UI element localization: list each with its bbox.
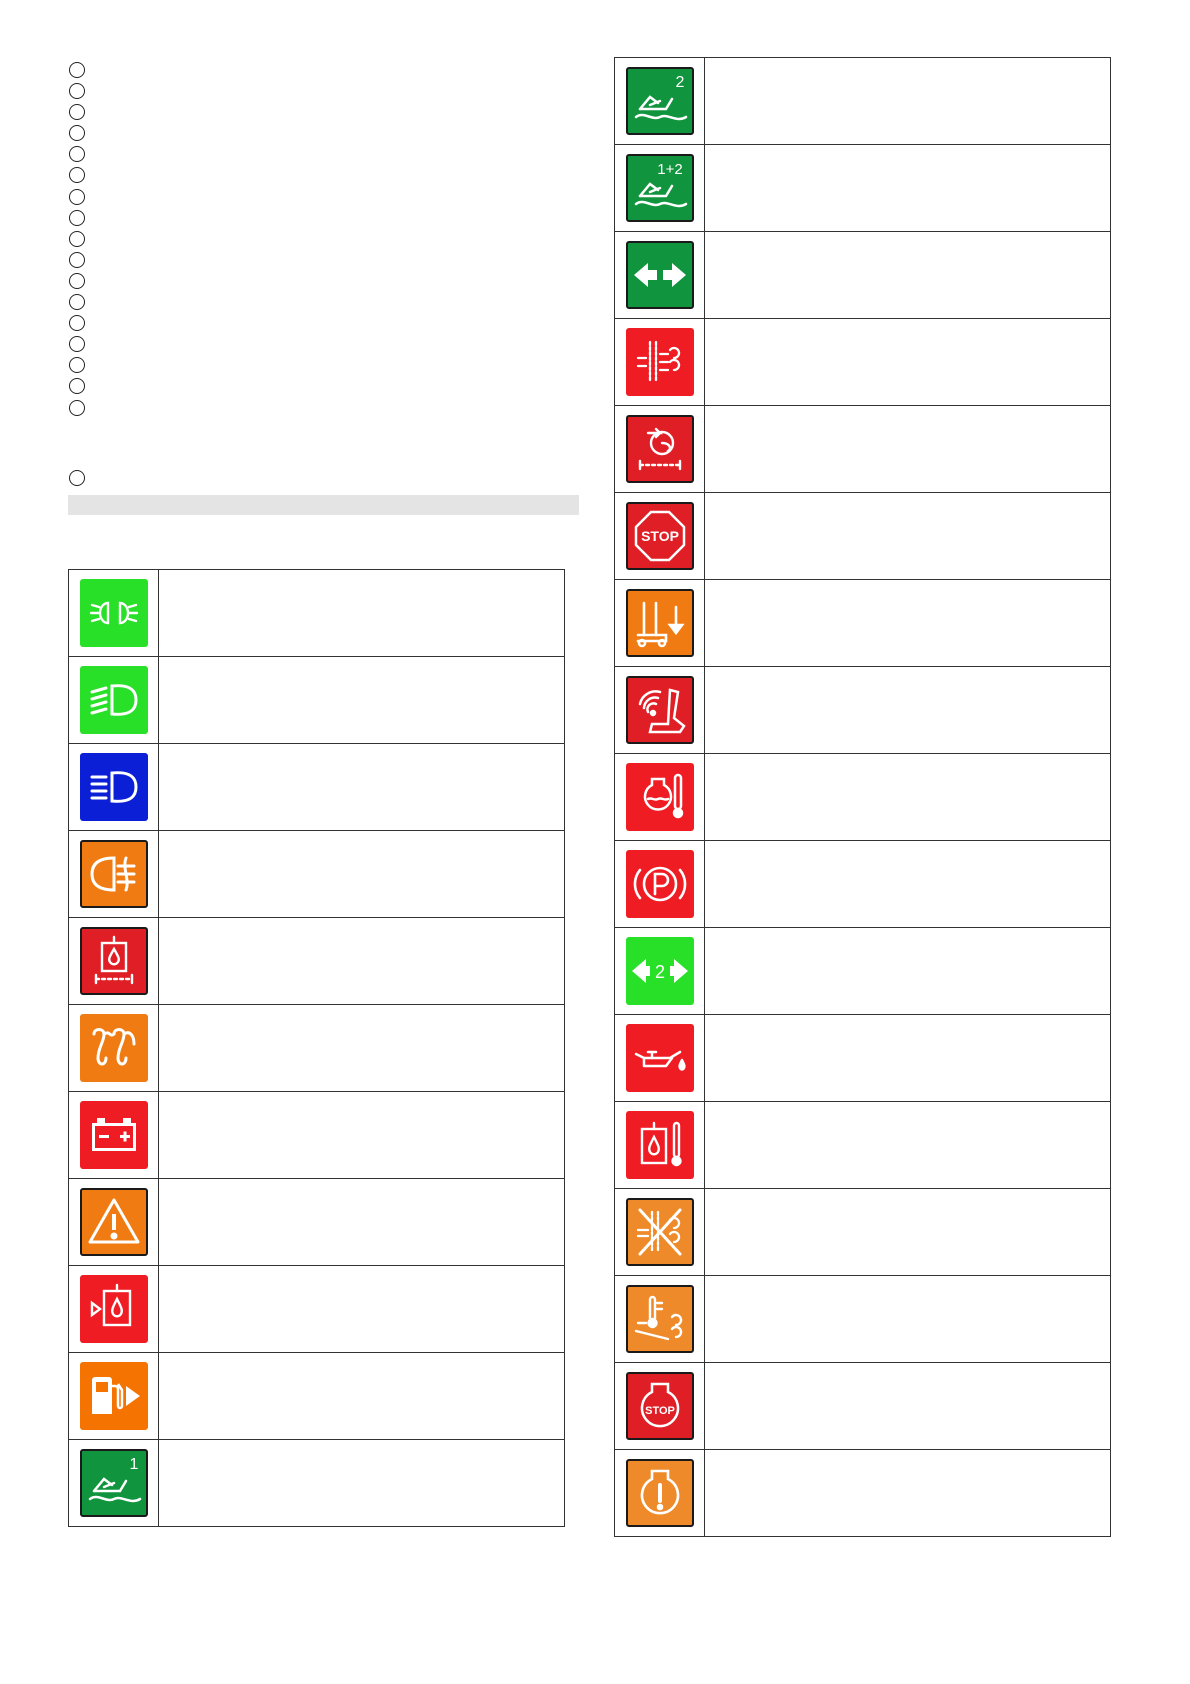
bullet-circle (69, 470, 85, 486)
work-mode-1-2-icon (626, 154, 694, 222)
description-cell (705, 232, 1111, 319)
description-cell (159, 918, 565, 1005)
engine-coolant-temp-icon (626, 763, 694, 831)
bullet-circle (69, 62, 85, 78)
mode-label: 1+2 (656, 161, 683, 178)
direction-indicator-icon (626, 241, 694, 309)
bullet-circle (69, 125, 85, 141)
battery-charge-icon (80, 1101, 148, 1169)
description-cell (159, 1353, 565, 1440)
table-row (615, 580, 1111, 667)
description-cell (159, 1266, 565, 1353)
table-row (615, 1276, 1111, 1363)
intake-air-temp-icon (626, 1285, 694, 1353)
seat-belt-icon (626, 676, 694, 744)
table-row (615, 58, 1111, 145)
table-row (69, 657, 565, 744)
bullet-circle (69, 315, 85, 331)
low-beam-icon (80, 666, 148, 734)
stop-icon (626, 502, 694, 570)
table-row (615, 145, 1111, 232)
description-cell (159, 831, 565, 918)
bullet-circle (69, 400, 85, 416)
description-cell (159, 744, 565, 831)
description-cell (705, 928, 1111, 1015)
description-cell (159, 570, 565, 657)
description-cell (705, 406, 1111, 493)
description-cell (705, 1450, 1111, 1537)
work-mode-2-icon (626, 67, 694, 135)
description-cell (705, 145, 1111, 232)
mode-label: 2 (675, 74, 684, 91)
general-warning-icon (80, 1188, 148, 1256)
table-row (615, 493, 1111, 580)
table-row (69, 831, 565, 918)
hydraulic-oil-level-icon (80, 1275, 148, 1343)
description-cell (705, 319, 1111, 406)
table-row (615, 1102, 1111, 1189)
table-row (615, 841, 1111, 928)
table-row (615, 319, 1111, 406)
trailer-indicator-2-icon (626, 937, 694, 1005)
hydraulic-oil-temp-icon (626, 1111, 694, 1179)
stop-label: STOP (640, 528, 679, 544)
air-filter-clogged-icon (626, 328, 694, 396)
bullet-circle (69, 146, 85, 162)
bullet-circle (69, 294, 85, 310)
description-cell (705, 1015, 1111, 1102)
glow-plug-icon (80, 1014, 148, 1082)
description-cell (705, 667, 1111, 754)
description-cell (705, 1189, 1111, 1276)
engine-stop-label: STOP (644, 1405, 675, 1417)
table-row (69, 918, 565, 1005)
description-cell (705, 58, 1111, 145)
bullet-circle (69, 378, 85, 394)
table-row (615, 1363, 1111, 1450)
table-row (69, 1092, 565, 1179)
description-cell (159, 1440, 565, 1527)
bullet-circle (69, 104, 85, 120)
description-cell (705, 1102, 1111, 1189)
table-row (69, 1266, 565, 1353)
hydraulic-oil-filter-icon (80, 927, 148, 995)
bullet-circle (69, 273, 85, 289)
indicator-table-right (614, 57, 1111, 1537)
air-filter-disabled-icon (626, 1198, 694, 1266)
description-cell (705, 493, 1111, 580)
description-cell (705, 1363, 1111, 1450)
bullet-circle (69, 83, 85, 99)
table-row (69, 1440, 565, 1527)
bullet-list (69, 62, 89, 421)
engine-stop-icon (626, 1372, 694, 1440)
description-cell (705, 580, 1111, 667)
description-cell (705, 1276, 1111, 1363)
table-row (69, 744, 565, 831)
table-row (615, 406, 1111, 493)
table-row (615, 928, 1111, 1015)
low-fuel-icon (80, 1362, 148, 1430)
table-row (615, 1015, 1111, 1102)
work-mode-1-icon (80, 1449, 148, 1517)
bullet-circle (69, 189, 85, 205)
parking-lights-icon (80, 579, 148, 647)
high-beam-icon (80, 753, 148, 821)
description-cell (159, 1179, 565, 1266)
bullet-circle (69, 252, 85, 268)
table-row (69, 570, 565, 657)
bullet-circle (69, 167, 85, 183)
lift-arm-lower-icon (626, 589, 694, 657)
description-cell (159, 1092, 565, 1179)
table-row (69, 1179, 565, 1266)
bullet-circle (69, 336, 85, 352)
table-row (615, 1450, 1111, 1537)
indicator-label: 2 (654, 962, 665, 982)
engine-oil-pressure-icon (626, 1024, 694, 1092)
hydraulic-pressure-icon (626, 415, 694, 483)
table-row (615, 1189, 1111, 1276)
engine-warning-icon (626, 1459, 694, 1527)
table-row (69, 1353, 565, 1440)
mode-label: 1 (129, 1456, 138, 1473)
bullet-circle (69, 210, 85, 226)
table-row (69, 1005, 565, 1092)
bullet-circle (69, 231, 85, 247)
description-cell (705, 754, 1111, 841)
table-row (615, 754, 1111, 841)
table-row (615, 232, 1111, 319)
section-header-bar (68, 495, 579, 515)
description-cell (705, 841, 1111, 928)
bullet-circle (69, 357, 85, 373)
description-cell (159, 1005, 565, 1092)
table-row (615, 667, 1111, 754)
rear-fog-light-icon (80, 840, 148, 908)
indicator-table-left (68, 569, 565, 1527)
description-cell (159, 657, 565, 744)
parking-brake-icon (626, 850, 694, 918)
